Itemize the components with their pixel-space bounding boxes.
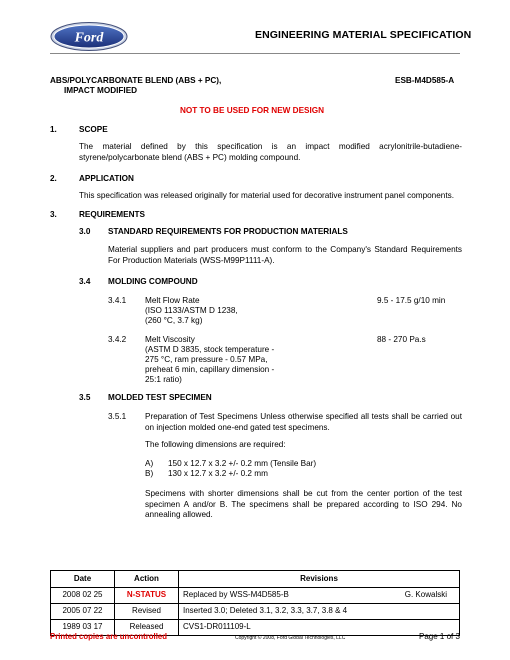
header-date: Date — [51, 571, 115, 588]
ford-logo — [50, 22, 128, 51]
melt-flow-conditions: (260 °C, 3.7 kg) — [145, 316, 203, 325]
revision-description: CVS1-DR011109-L — [179, 620, 460, 636]
ford-logo-text: Ford — [74, 30, 104, 46]
revision-description: Inserted 3.0; Deleted 3.1, 3.2, 3.3, 3.7, 3.8 & 4 — [179, 604, 460, 620]
melt-viscosity-line2: (ASTM D 3835, stock temperature - — [145, 345, 275, 354]
revision-action: Revised — [115, 604, 179, 620]
section-3-4-title: MOLDING COMPOUND — [108, 277, 198, 286]
revision-author: G. Kowalski — [404, 590, 447, 600]
section-3-5-title: MOLDED TEST SPECIMEN — [108, 393, 212, 402]
section-3-number: 3. — [50, 210, 57, 219]
dimension-b-label: B) — [145, 469, 154, 478]
warning-text: NOT TO BE USED FOR NEW DESIGN — [180, 106, 325, 115]
revision-action: N-STATUS — [115, 588, 179, 604]
section-3-0-number: 3.0 — [79, 227, 91, 236]
revision-date: 2005 07 22 — [51, 604, 115, 620]
doc-name-line2: IMPACT MODIFIED — [64, 86, 138, 95]
section-1-title: SCOPE — [79, 125, 108, 134]
revision-text — [179, 588, 460, 604]
footer-uncontrolled: Printed copies are uncontrolled — [50, 632, 167, 641]
section-1-text: The material defined by this specification is an impact modified acrylonitrile-butadiene-styrene/polycarbonate blend (ABS + PC) molding compound. — [79, 142, 462, 162]
melt-flow-label: Melt Flow Rate — [145, 296, 200, 305]
header-divider — [50, 53, 460, 54]
section-3-4-1-number: 3.4.1 — [108, 296, 127, 305]
melt-viscosity-line5: 25:1 ratio) — [145, 375, 182, 384]
doc-name-line1: ABS/POLYCARBONATE BLEND (ABS + PC), — [50, 76, 222, 85]
section-2-number: 2. — [50, 174, 57, 183]
section-2-title: APPLICATION — [79, 174, 134, 183]
table-row — [51, 588, 460, 604]
section-3-4-2-number: 3.4.2 — [108, 335, 127, 344]
revision-description: Replaced by WSS-M4D585-B — [183, 590, 289, 600]
section-3-5-1-text2: Specimens with shorter dimensions shall be cut from the center portion of the test specimen A and/or B. The specimens shall be prepared according to ISO 294. No annealing allowed. — [145, 489, 462, 520]
revision-table — [50, 570, 460, 636]
section-2-text: This specification was released originally for material used for decorative instrument panel components. — [79, 191, 454, 200]
section-3-5-1-number: 3.5.1 — [108, 412, 127, 421]
dimensions-intro: The following dimensions are required: — [145, 440, 286, 449]
section-3-title: REQUIREMENTS — [79, 210, 145, 219]
melt-viscosity-label: Melt Viscosity — [145, 335, 195, 344]
section-3-0-title: STANDARD REQUIREMENTS FOR PRODUCTION MATERIALS — [108, 227, 348, 236]
section-3-0-text: Material suppliers and part producers must conform to the Company's Standard Requirements For Production Materials (WSS-M99P1111-A). — [108, 245, 462, 265]
footer-page-number: Page 1 of 3 — [419, 632, 460, 641]
page-title: ENGINEERING MATERIAL SPECIFICATION — [255, 29, 472, 41]
footer-copyright: Copyright © 2008, Ford Global Technologies, LLC — [235, 635, 346, 641]
section-3-4-number: 3.4 — [79, 277, 91, 286]
section-3-5-number: 3.5 — [79, 393, 91, 402]
melt-flow-method: (ISO 1133/ASTM D 1238, — [145, 306, 238, 315]
dimension-a-text: 150 x 12.7 x 3.2 +/- 0.2 mm (Tensile Bar) — [168, 459, 317, 468]
dimension-b-text: 130 x 12.7 x 3.2 +/- 0.2 mm — [168, 469, 268, 478]
melt-viscosity-line3: 275 °C, ram pressure - 0.57 MPa, — [145, 355, 268, 364]
revision-date: 2008 02 25 — [51, 588, 115, 604]
revision-header-row — [51, 571, 460, 588]
melt-flow-value: 9.5 - 17.5 g/10 min — [377, 296, 446, 305]
section-1-number: 1. — [50, 125, 57, 134]
dimension-a-label: A) — [145, 459, 154, 468]
header-action: Action — [115, 571, 179, 588]
revision-date: 1989 03 17 — [51, 620, 115, 636]
doc-number: ESB-M4D585-A — [395, 76, 455, 85]
melt-viscosity-line4: preheat 6 min, capillary dimension - — [145, 365, 275, 374]
melt-viscosity-value: 88 - 270 Pa.s — [377, 335, 426, 344]
header-revisions: Revisions — [179, 571, 460, 588]
revision-action: Released — [115, 620, 179, 636]
section-3-5-1-text: Preparation of Test Specimens Unless otherwise specified all tests shall be carried out on injection molded one-end gated test specimens. — [145, 412, 462, 432]
table-row — [51, 604, 460, 620]
